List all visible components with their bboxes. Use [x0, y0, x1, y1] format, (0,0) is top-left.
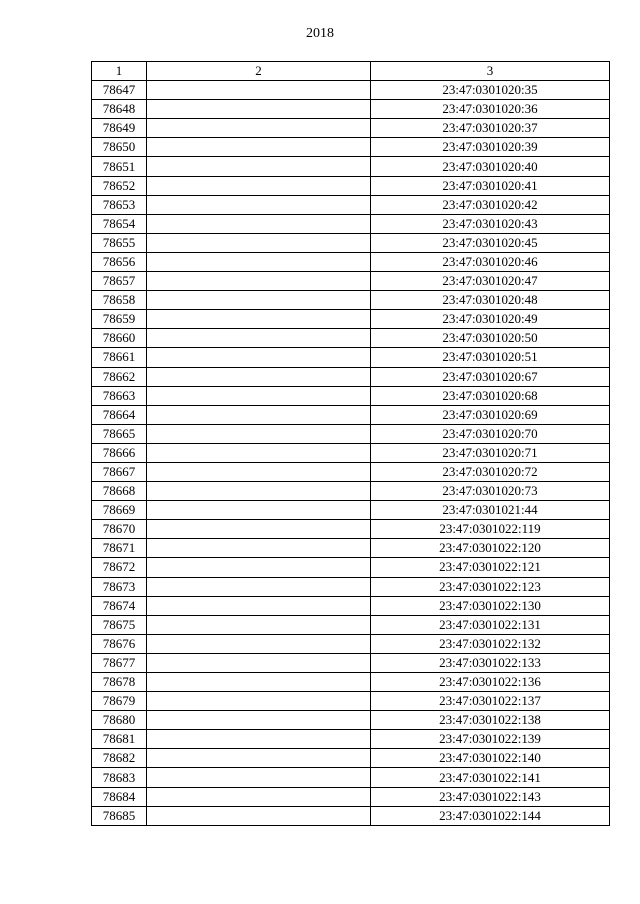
- table-row: [92, 291, 610, 310]
- table-row: [92, 405, 610, 424]
- cadastral-number: 23:47:0301020:45: [371, 233, 610, 252]
- row-number: 78670: [92, 520, 147, 539]
- cadastral-number: 23:47:0301022:144: [371, 806, 610, 825]
- row-number: 78650: [92, 138, 147, 157]
- table-row: [92, 443, 610, 462]
- row-number: 78678: [92, 673, 147, 692]
- cadastral-number: 23:47:0301022:140: [371, 749, 610, 768]
- row-number: 78663: [92, 386, 147, 405]
- row-description: [147, 787, 371, 806]
- cadastral-number: 23:47:0301020:67: [371, 367, 610, 386]
- table-row: [92, 348, 610, 367]
- row-description: [147, 367, 371, 386]
- cadastral-number: 23:47:0301020:37: [371, 119, 610, 138]
- column-header-1: 1: [92, 62, 147, 81]
- table-row: [92, 730, 610, 749]
- table-row: [92, 214, 610, 233]
- cadastral-number: 23:47:0301020:71: [371, 443, 610, 462]
- table-row: [92, 252, 610, 271]
- cadastral-number: 23:47:0301022:139: [371, 730, 610, 749]
- table-row: [92, 310, 610, 329]
- table-row: [92, 367, 610, 386]
- row-description: [147, 653, 371, 672]
- row-description: [147, 443, 371, 462]
- table-row: [92, 577, 610, 596]
- row-number: 78648: [92, 100, 147, 119]
- table-row: [92, 501, 610, 520]
- cadastral-number: 23:47:0301020:69: [371, 405, 610, 424]
- table-row: [92, 520, 610, 539]
- row-description: [147, 119, 371, 138]
- row-description: [147, 424, 371, 443]
- cadastral-number: 23:47:0301020:43: [371, 214, 610, 233]
- row-number: 78652: [92, 176, 147, 195]
- row-number: 78666: [92, 443, 147, 462]
- cadastral-number: 23:47:0301022:131: [371, 615, 610, 634]
- cadastral-number: 23:47:0301020:40: [371, 157, 610, 176]
- row-number: 78647: [92, 81, 147, 100]
- row-number: 78680: [92, 711, 147, 730]
- table-row: [92, 539, 610, 558]
- row-description: [147, 348, 371, 367]
- row-number: 78664: [92, 405, 147, 424]
- row-number: 78673: [92, 577, 147, 596]
- row-number: 78661: [92, 348, 147, 367]
- row-number: 78651: [92, 157, 147, 176]
- table-row: [92, 787, 610, 806]
- row-number: 78667: [92, 462, 147, 481]
- row-number: 78679: [92, 692, 147, 711]
- row-description: [147, 482, 371, 501]
- cadastral-number: 23:47:0301020:36: [371, 100, 610, 119]
- row-number: 78671: [92, 539, 147, 558]
- row-description: [147, 539, 371, 558]
- cadastral-number: 23:47:0301020:73: [371, 482, 610, 501]
- row-description: [147, 233, 371, 252]
- row-number: 78658: [92, 291, 147, 310]
- cadastral-number: 23:47:0301022:138: [371, 711, 610, 730]
- row-description: [147, 558, 371, 577]
- row-number: 78662: [92, 367, 147, 386]
- table-row: [92, 768, 610, 787]
- row-number: 78653: [92, 195, 147, 214]
- row-description: [147, 596, 371, 615]
- table-body: [92, 81, 610, 826]
- row-description: [147, 329, 371, 348]
- row-number: 78668: [92, 482, 147, 501]
- cadastral-number: 23:47:0301022:132: [371, 634, 610, 653]
- table-row: [92, 806, 610, 825]
- row-description: [147, 100, 371, 119]
- cadastral-number: 23:47:0301020:72: [371, 462, 610, 481]
- row-description: [147, 730, 371, 749]
- column-header-3: 3: [371, 62, 610, 81]
- cadastral-number: 23:47:0301022:121: [371, 558, 610, 577]
- cadastral-number: 23:47:0301022:123: [371, 577, 610, 596]
- cadastral-number: 23:47:0301022:133: [371, 653, 610, 672]
- cadastral-number: 23:47:0301020:50: [371, 329, 610, 348]
- cadastral-number: 23:47:0301022:120: [371, 539, 610, 558]
- table-row: [92, 100, 610, 119]
- row-description: [147, 405, 371, 424]
- table-row: [92, 119, 610, 138]
- cadastral-number: 23:47:0301020:41: [371, 176, 610, 195]
- row-description: [147, 386, 371, 405]
- table-row: [92, 482, 610, 501]
- cadastral-number: 23:47:0301020:42: [371, 195, 610, 214]
- header-row: [92, 62, 610, 81]
- row-number: 78676: [92, 634, 147, 653]
- table-row: [92, 233, 610, 252]
- row-number: 78682: [92, 749, 147, 768]
- row-description: [147, 673, 371, 692]
- row-number: 78649: [92, 119, 147, 138]
- row-description: [147, 501, 371, 520]
- cadastral-number: 23:47:0301022:119: [371, 520, 610, 539]
- row-number: 78659: [92, 310, 147, 329]
- cadastral-number: 23:47:0301020:70: [371, 424, 610, 443]
- table-row: [92, 462, 610, 481]
- cadastral-number: 23:47:0301022:130: [371, 596, 610, 615]
- row-description: [147, 291, 371, 310]
- page-number: 2018: [306, 26, 334, 41]
- row-description: [147, 138, 371, 157]
- row-number: 78681: [92, 730, 147, 749]
- table-row: [92, 692, 610, 711]
- table-row: [92, 615, 610, 634]
- row-number: 78656: [92, 252, 147, 271]
- row-number: 78654: [92, 214, 147, 233]
- table-header: [92, 62, 610, 81]
- cadastral-number: 23:47:0301020:35: [371, 81, 610, 100]
- table-row: [92, 81, 610, 100]
- table-row: [92, 329, 610, 348]
- row-number: 78675: [92, 615, 147, 634]
- registry-table: [91, 61, 610, 826]
- cadastral-number: 23:47:0301020:39: [371, 138, 610, 157]
- table-row: [92, 711, 610, 730]
- row-number: 78660: [92, 329, 147, 348]
- row-description: [147, 768, 371, 787]
- table-row: [92, 424, 610, 443]
- row-description: [147, 692, 371, 711]
- row-description: [147, 176, 371, 195]
- row-number: 78677: [92, 653, 147, 672]
- table-row: [92, 195, 610, 214]
- cadastral-number: 23:47:0301020:47: [371, 272, 610, 291]
- row-description: [147, 81, 371, 100]
- table-row: [92, 634, 610, 653]
- table-row: [92, 653, 610, 672]
- row-description: [147, 272, 371, 291]
- row-description: [147, 214, 371, 233]
- row-description: [147, 634, 371, 653]
- row-description: [147, 711, 371, 730]
- table-row: [92, 157, 610, 176]
- row-number: 78685: [92, 806, 147, 825]
- row-description: [147, 252, 371, 271]
- row-number: 78655: [92, 233, 147, 252]
- table-row: [92, 596, 610, 615]
- cadastral-number: 23:47:0301022:136: [371, 673, 610, 692]
- table-row: [92, 272, 610, 291]
- cadastral-number: 23:47:0301021:44: [371, 501, 610, 520]
- row-description: [147, 615, 371, 634]
- row-number: 78684: [92, 787, 147, 806]
- table-row: [92, 749, 610, 768]
- row-description: [147, 520, 371, 539]
- cadastral-number: 23:47:0301020:68: [371, 386, 610, 405]
- row-number: 78669: [92, 501, 147, 520]
- cadastral-number: 23:47:0301020:48: [371, 291, 610, 310]
- table-row: [92, 176, 610, 195]
- row-description: [147, 310, 371, 329]
- column-header-2: 2: [147, 62, 371, 81]
- table-row: [92, 558, 610, 577]
- row-description: [147, 749, 371, 768]
- row-description: [147, 806, 371, 825]
- cadastral-number: 23:47:0301020:46: [371, 252, 610, 271]
- row-number: 78657: [92, 272, 147, 291]
- row-number: 78665: [92, 424, 147, 443]
- table-row: [92, 673, 610, 692]
- cadastral-number: 23:47:0301022:137: [371, 692, 610, 711]
- row-description: [147, 157, 371, 176]
- cadastral-number: 23:47:0301022:141: [371, 768, 610, 787]
- row-number: 78683: [92, 768, 147, 787]
- table-row: [92, 386, 610, 405]
- row-description: [147, 577, 371, 596]
- cadastral-number: 23:47:0301020:51: [371, 348, 610, 367]
- row-number: 78674: [92, 596, 147, 615]
- table-row: [92, 138, 610, 157]
- row-number: 78672: [92, 558, 147, 577]
- row-description: [147, 195, 371, 214]
- cadastral-number: 23:47:0301020:49: [371, 310, 610, 329]
- row-description: [147, 462, 371, 481]
- cadastral-number: 23:47:0301022:143: [371, 787, 610, 806]
